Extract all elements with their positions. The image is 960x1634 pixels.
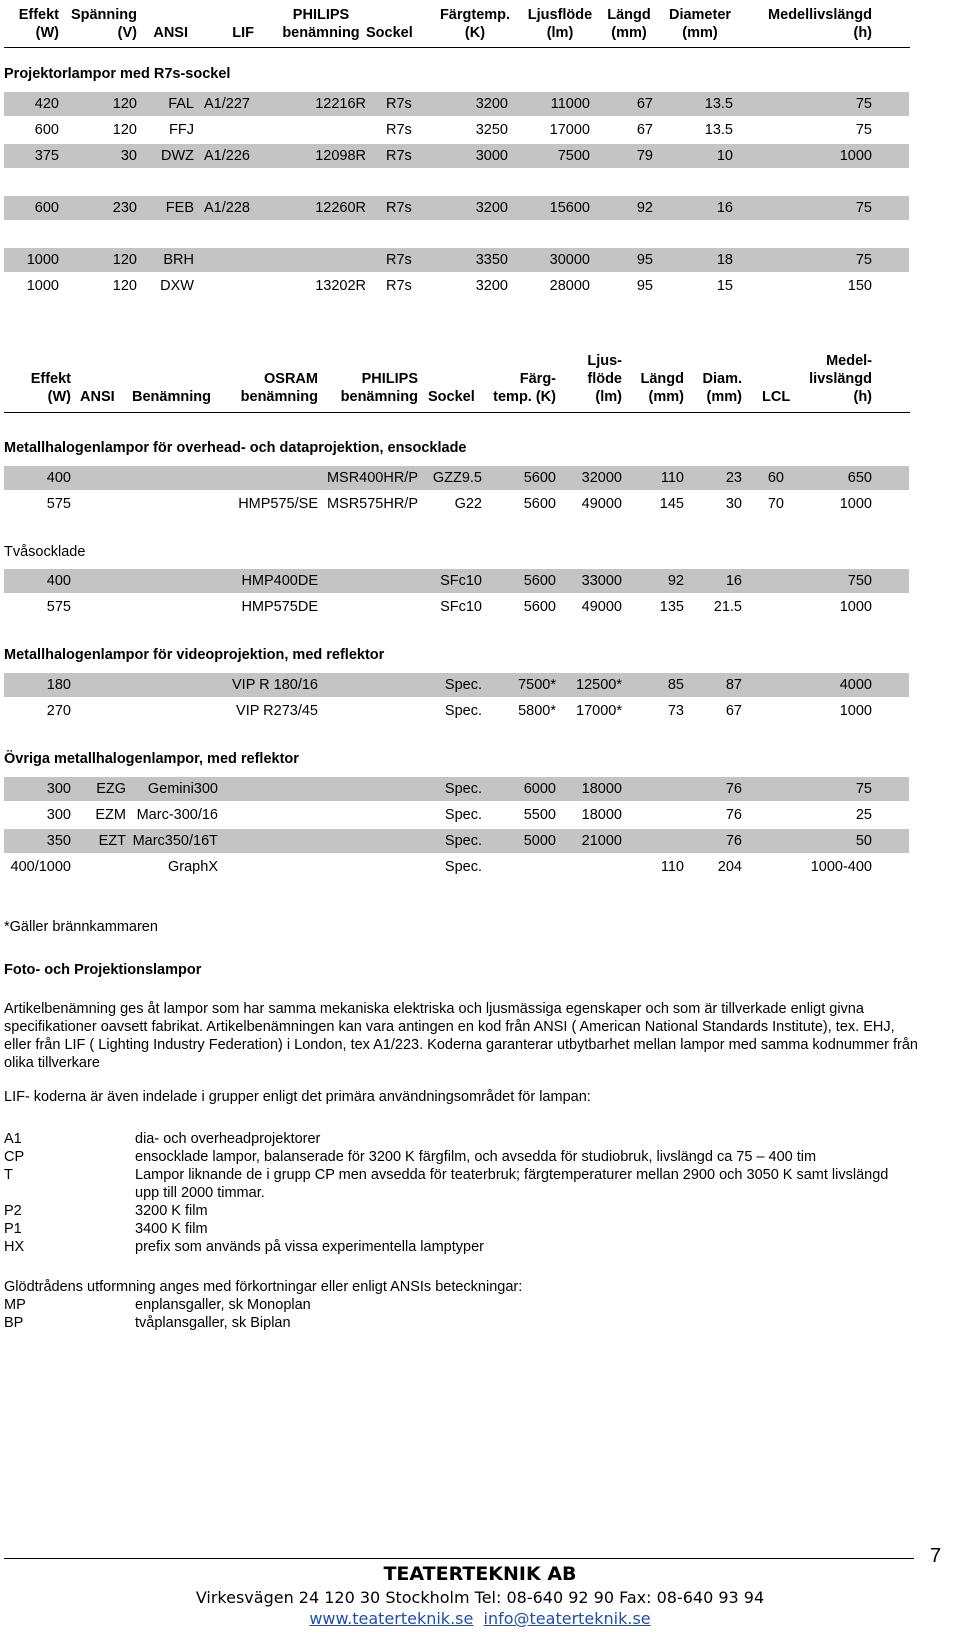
table-row	[4, 803, 909, 827]
table-cell: 73	[667, 703, 684, 719]
table-cell: 16	[716, 200, 733, 216]
table-cell: 5600	[523, 470, 556, 486]
table-row	[4, 92, 909, 116]
table-cell: 400/1000	[10, 859, 71, 875]
header2-medellivslangd: Medel- livslängd (h)	[809, 353, 872, 405]
table-cell: 145	[659, 496, 684, 512]
header-philips: PHILIPS benämning	[282, 7, 360, 41]
code-description: 3400 K film	[135, 1221, 208, 1237]
table-cell: EZT	[98, 833, 126, 849]
code-description: dia- och overheadprojektorer	[135, 1131, 321, 1147]
header-langd: Längd (mm)	[607, 7, 651, 41]
table-cell: 30000	[549, 252, 590, 268]
section-title: Tvåsocklade	[4, 544, 86, 560]
table-cell: 32000	[581, 470, 622, 486]
table-cell: 1000	[26, 252, 59, 268]
table-row	[4, 466, 909, 490]
table-cell: 400	[46, 573, 71, 589]
code-description: ensocklade lampor, balanserade för 3200 K färgfilm, och avsedda för studiobruk, livslängd ca 75 – 400 tim	[135, 1149, 817, 1165]
table-cell: 5800*	[518, 703, 556, 719]
header2-lcl: LCL	[762, 389, 791, 405]
table-cell: 7500*	[518, 677, 556, 693]
table-cell: 60	[767, 470, 784, 486]
table-cell: R7s	[386, 96, 412, 112]
table-cell: 75	[855, 122, 872, 138]
code-term: MP	[4, 1297, 26, 1313]
header-ansi: ANSI	[153, 25, 188, 41]
table-cell: 17000*	[576, 703, 622, 719]
table-cell: 75	[855, 96, 872, 112]
footer-divider	[4, 1558, 914, 1559]
heading-foto-projektion: Foto- och Projektionslampor	[4, 962, 202, 978]
table-cell: 75	[855, 252, 872, 268]
table-cell: 3200	[475, 96, 508, 112]
table-cell: 270	[46, 703, 71, 719]
table-cell: MSR575HR/P	[326, 496, 418, 512]
table-cell: A1/228	[204, 200, 250, 216]
table-cell: 3200	[475, 278, 508, 294]
table-cell: 3350	[475, 252, 508, 268]
table-cell: SFc10	[440, 573, 482, 589]
table-cell: 650	[847, 470, 872, 486]
table-cell: 49000	[581, 496, 622, 512]
table-cell: HMP575/SE	[238, 496, 318, 512]
code-term: HX	[4, 1239, 25, 1255]
table-row	[4, 595, 909, 619]
table-cell: Spec.	[444, 703, 482, 719]
table-cell: 18	[716, 252, 733, 268]
table-cell: EZG	[96, 781, 126, 797]
table-cell: 13.5	[704, 122, 733, 138]
code-description: Lampor liknande de i grupp CP men avsedda för teaterbruk; färgtemperaturer mellan 2900 och 3050 K samt livslängd upp till 2000 timmar.	[135, 1167, 889, 1201]
table-cell: 18000	[581, 807, 622, 823]
table-cell: 120	[112, 252, 137, 268]
table-cell: DXW	[160, 278, 194, 294]
table-cell: MSR400HR/P	[326, 470, 418, 486]
table-row	[4, 829, 909, 853]
table-cell: 67	[725, 703, 742, 719]
table-cell: 3200	[475, 200, 508, 216]
code-term: A1	[4, 1131, 22, 1147]
table-cell: 92	[667, 573, 684, 589]
table-cell: 180	[46, 677, 71, 693]
table-cell: 67	[636, 96, 653, 112]
contact-links	[0, 1609, 960, 1628]
table-cell: DWZ	[160, 148, 194, 164]
table-cell: 25	[855, 807, 872, 823]
table-cell: 600	[34, 200, 59, 216]
table-cell: 76	[725, 807, 742, 823]
code-term: T	[4, 1167, 13, 1183]
table-cell: 3000	[475, 148, 508, 164]
table-cell: 5600	[523, 599, 556, 615]
table-cell: 5000	[523, 833, 556, 849]
table-cell: 49000	[581, 599, 622, 615]
table-cell: HMP575DE	[241, 599, 318, 615]
table-cell: FFJ	[169, 122, 194, 138]
code-description: 3200 K film	[135, 1203, 208, 1219]
header2-fargtemp: Färg- temp. (K)	[493, 371, 556, 405]
table-cell: 1000-400	[810, 859, 872, 875]
table-cell: 79	[636, 148, 653, 164]
table-cell: FAL	[168, 96, 194, 112]
header2-sockel: Sockel	[428, 389, 475, 405]
table-cell: 10	[716, 148, 733, 164]
code-term: BP	[4, 1315, 24, 1331]
header2-benamning: Benämning	[132, 389, 211, 405]
table-row	[4, 144, 909, 168]
table-cell: R7s	[386, 122, 412, 138]
table-cell: GZZ9.5	[432, 470, 482, 486]
table-row	[4, 248, 909, 272]
section-title: Metallhalogenlampor för videoprojektion, med reflektor	[4, 647, 385, 663]
header2-ljusflode: Ljus- flöde (lm)	[587, 353, 622, 405]
table-cell: 300	[46, 807, 71, 823]
header-fargtemp: Färgtemp. (K)	[439, 7, 511, 41]
code-term: P1	[4, 1221, 22, 1237]
table-cell: 95	[636, 252, 653, 268]
table-cell: 21.5	[713, 599, 742, 615]
table-cell: 5600	[523, 496, 556, 512]
table-cell: Spec.	[444, 781, 482, 797]
header-diameter: Diameter (mm)	[668, 7, 732, 41]
table-row	[4, 673, 909, 697]
table-cell: 12216R	[315, 96, 366, 112]
website-link[interactable]: www.teaterteknik.se	[309, 1609, 474, 1628]
table-cell: R7s	[386, 200, 412, 216]
header-divider	[4, 47, 910, 48]
table-cell: 50	[855, 833, 872, 849]
table-cell: 230	[112, 200, 137, 216]
header2-divider	[4, 412, 910, 413]
page-number: 7	[930, 1545, 942, 1567]
table-cell: Marc-300/16	[136, 807, 218, 823]
table-cell: 21000	[581, 833, 622, 849]
table-cell: 400	[46, 470, 71, 486]
table-cell: Spec.	[444, 859, 482, 875]
table-cell: 600	[34, 122, 59, 138]
table-cell: 5600	[523, 573, 556, 589]
table-cell: 67	[636, 122, 653, 138]
table-cell: 1000	[839, 496, 872, 512]
company-name: TEATERTEKNIK AB	[383, 1563, 577, 1585]
header-sockel: Sockel	[366, 25, 413, 41]
table-cell: 135	[659, 599, 684, 615]
code-description: tvåplansgaller, sk Biplan	[135, 1315, 291, 1331]
table-cell: 87	[725, 677, 742, 693]
table-cell: G22	[454, 496, 482, 512]
table-cell: 11000	[550, 96, 590, 112]
table-cell: 150	[847, 278, 872, 294]
table-cell: 120	[112, 96, 137, 112]
table-cell: 1000	[839, 148, 872, 164]
header2-osram: OSRAM benämning	[240, 371, 318, 405]
table-row	[4, 777, 909, 801]
header-effekt: Effekt (W)	[18, 7, 59, 41]
table-row	[4, 196, 909, 220]
table-cell: Spec.	[444, 833, 482, 849]
table-cell: Spec.	[444, 807, 482, 823]
header2-diam: Diam. (mm)	[702, 371, 742, 405]
table-row	[4, 274, 909, 298]
table-cell: 350	[46, 833, 71, 849]
table-cell: 13.5	[704, 96, 733, 112]
table-cell: VIP R 180/16	[232, 677, 318, 693]
table-cell: Marc350/16T	[132, 833, 218, 849]
header2-ansi: ANSI	[80, 389, 115, 405]
section-title: Övriga metallhalogenlampor, med reflektor	[4, 751, 299, 767]
table-cell: 12098R	[315, 148, 366, 164]
table-row	[4, 855, 909, 879]
table-cell: 4000	[839, 677, 872, 693]
table-cell: 1000	[26, 278, 59, 294]
table-cell: 12260R	[315, 200, 366, 216]
table-cell: 7500	[557, 148, 590, 164]
table-cell: SFc10	[440, 599, 482, 615]
table-cell: 30	[725, 496, 742, 512]
paragraph-glodtrad: Glödtrådens utformning anges med förkortningar eller enligt ANSIs beteckningar:	[4, 1279, 523, 1295]
table-cell: HMP400DE	[241, 573, 318, 589]
table-cell: 300	[46, 781, 71, 797]
section-title: Metallhalogenlampor för overhead- och dataprojektion, ensocklade	[4, 440, 467, 456]
table-cell: 76	[725, 781, 742, 797]
header2-effekt: Effekt (W)	[30, 371, 71, 405]
table-cell: 75	[855, 200, 872, 216]
table-cell: 70	[767, 496, 784, 512]
table-cell: Spec.	[444, 677, 482, 693]
table-cell: 120	[112, 278, 137, 294]
header-ljusflode: Ljusflöde (lm)	[527, 7, 593, 41]
table-cell: 12500*	[576, 677, 622, 693]
table-cell: Gemini300	[147, 781, 218, 797]
table-cell: A1/227	[204, 96, 250, 112]
table-row	[4, 699, 909, 723]
table-cell: 110	[660, 859, 684, 875]
table-cell: 13202R	[315, 278, 366, 294]
table-cell: 75	[855, 781, 872, 797]
company-address: Virkesvägen 24 120 30 Stockholm Tel: 08-640 92 90 Fax: 08-640 93 94	[195, 1588, 765, 1607]
table-cell: 750	[847, 573, 872, 589]
section-title: Projektorlampor med R7s-sockel	[4, 66, 231, 82]
table-cell: 23	[725, 470, 742, 486]
header2-philips: PHILIPS benämning	[340, 371, 418, 405]
table-cell: 1000	[839, 599, 872, 615]
header-lif: LIF	[232, 25, 254, 41]
table-cell: 375	[34, 148, 59, 164]
table-cell: 575	[46, 599, 71, 615]
paragraph-artikelbenamning: Artikelbenämning ges åt lampor som har samma mekaniska elektriska och ljusmässiga egenskaper och som är tillverkade enligt givna specifikationer oavsett fabrikat. Artikelbenämningen kan vara antingen en kod från ANSI ( American National Standards Institute), tex. EHJ, eller från LIF ( Lighting Industry Federation) i London, tex A1/223. Koderna garanterar utbytbarhet mellan lampor med samma kodnummer från olika tillverkare	[4, 1001, 918, 1071]
table-cell: 204	[717, 859, 742, 875]
table-row	[4, 492, 909, 516]
code-term: P2	[4, 1203, 22, 1219]
table-cell: 18000	[581, 781, 622, 797]
table-cell: 110	[660, 470, 684, 486]
table-cell: A1/226	[204, 148, 250, 164]
table-cell: R7s	[386, 252, 412, 268]
table-cell: 3250	[475, 122, 508, 138]
table-cell: 16	[725, 573, 742, 589]
table-cell: 15	[716, 278, 733, 294]
paragraph-lif-koder: LIF- koderna är även indelade i grupper enligt det primära användningsområdet för lampan:	[4, 1089, 591, 1105]
table-cell: 575	[46, 496, 71, 512]
table-cell: 420	[34, 96, 59, 112]
code-description: enplansgaller, sk Monoplan	[135, 1297, 311, 1313]
email-link[interactable]: info@teaterteknik.se	[483, 1609, 651, 1628]
table-cell: 17000	[549, 122, 590, 138]
table-cell: 1000	[839, 703, 872, 719]
table-cell: 92	[636, 200, 653, 216]
table-cell: 30	[120, 148, 137, 164]
table-cell: VIP R273/45	[236, 703, 318, 719]
code-term: CP	[4, 1149, 25, 1165]
header-spanning: Spänning (V)	[70, 7, 137, 41]
table-cell: 5500	[523, 807, 556, 823]
table-cell: 33000	[581, 573, 622, 589]
table-cell: R7s	[386, 148, 412, 164]
footnote: *Gäller brännkammaren	[4, 919, 158, 935]
table-cell: 28000	[549, 278, 590, 294]
code-description: prefix som används på vissa experimentella lamptyper	[135, 1239, 484, 1255]
header2-langd: Längd (mm)	[640, 371, 684, 405]
table-cell: EZM	[95, 807, 126, 823]
table-cell: 76	[725, 833, 742, 849]
table-row	[4, 569, 909, 593]
table-cell: BRH	[163, 252, 194, 268]
header-medellivslangd: Medellivslängd (h)	[768, 7, 872, 41]
table-cell: 95	[636, 278, 653, 294]
table-cell: 6000	[523, 781, 556, 797]
table-cell: GraphX	[168, 859, 218, 875]
table-cell: FEB	[165, 200, 194, 216]
table-cell: 120	[112, 122, 137, 138]
table-cell: 15600	[549, 200, 590, 216]
table-cell: R7s	[386, 278, 412, 294]
table-row	[4, 118, 909, 142]
table-cell: 85	[667, 677, 684, 693]
